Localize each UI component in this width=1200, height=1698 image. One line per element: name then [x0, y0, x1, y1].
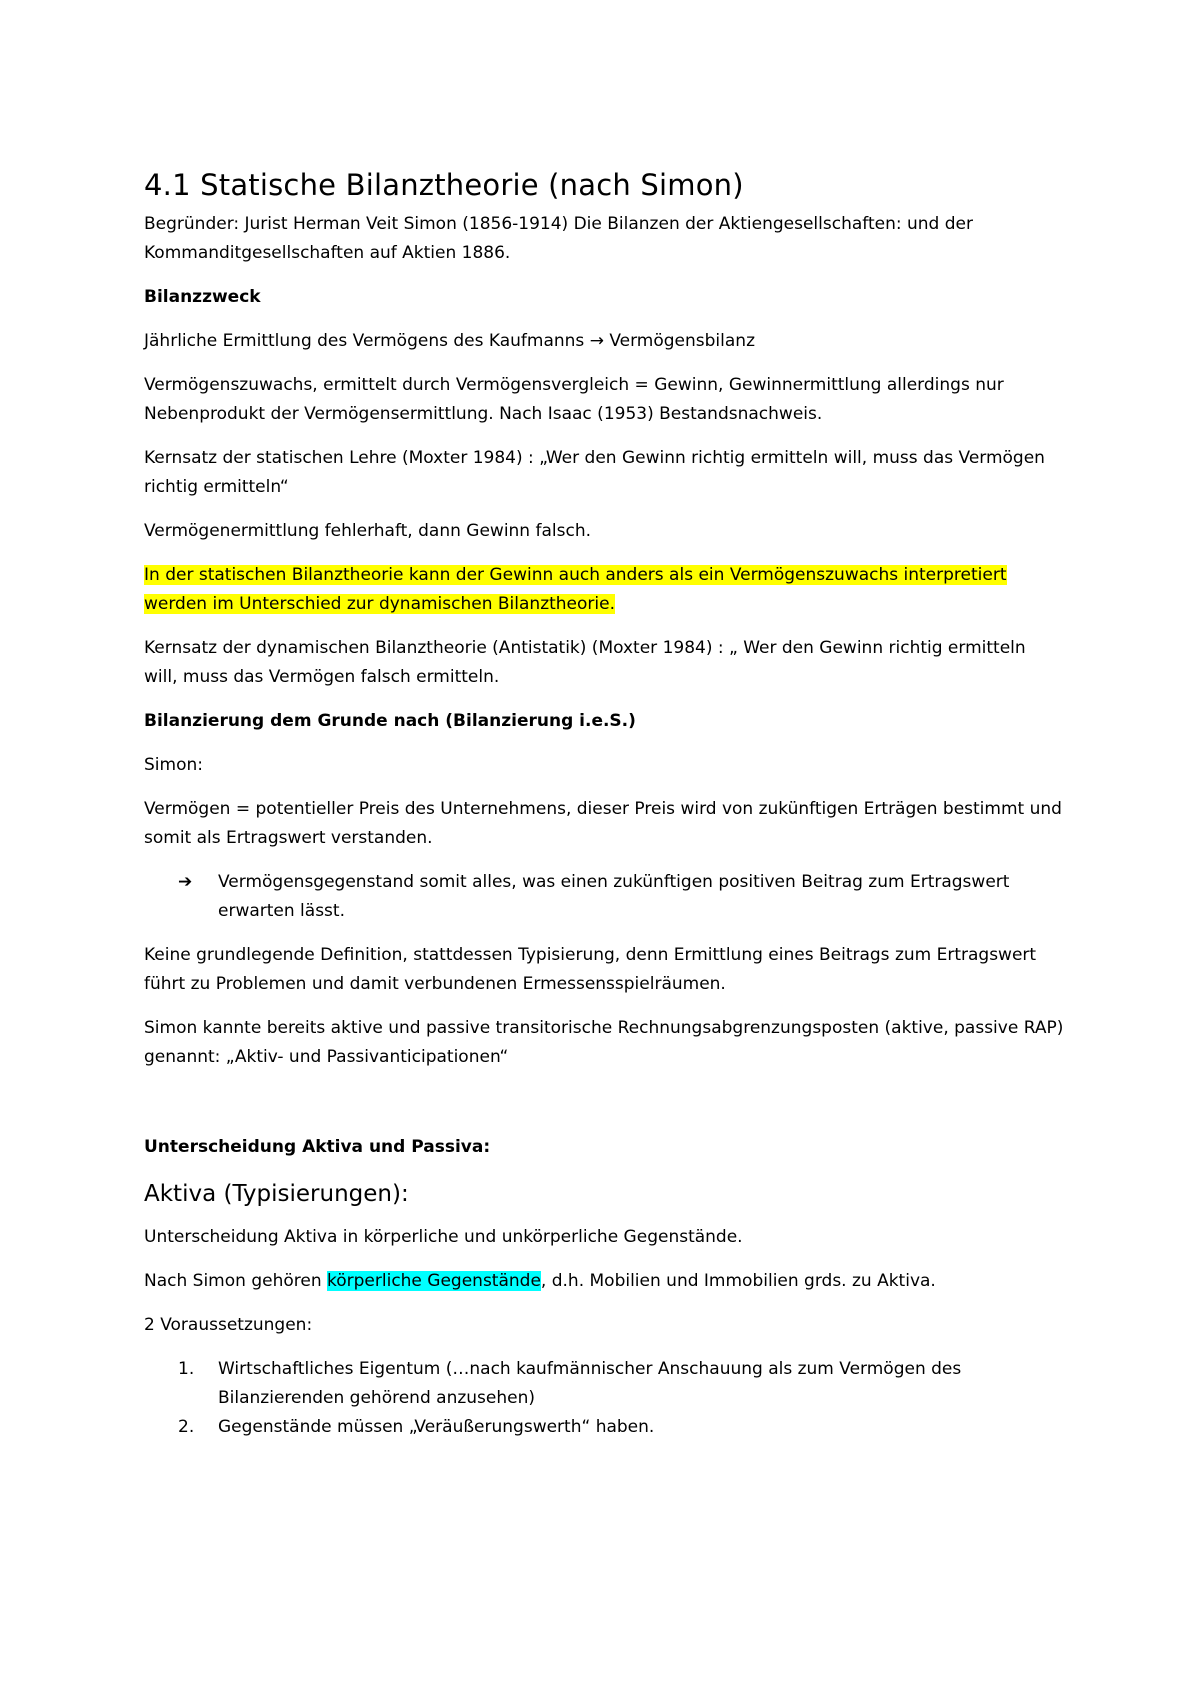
highlighted-paragraph [144, 561, 1064, 619]
arrow-list-item [144, 868, 1064, 926]
paragraph-keine-definition: Keine grundlegende Definition, stattdessen Typisierung, denn Ermittlung eines Beitrags zum Ertragswert führt zu Problemen und damit verbundenen Ermessensspielräumen. [144, 945, 1037, 994]
paragraph-unterscheidung-aktiva: Unterscheidung Aktiva in körperliche und unkörperliche Gegenstände. [144, 1227, 743, 1247]
founder-paragraph: Begründer: Jurist Herman Veit Simon (1856-1914) Die Bilanzen der Aktiengesellschaften: und der Kommanditgesellschaften auf Aktien 1886. [144, 214, 973, 263]
paragraph-fehlerhaft: Vermögenermittlung fehlerhaft, dann Gewinn falsch. [144, 521, 591, 541]
page-title: 4.1 Statische Bilanztheorie (nach Simon) [144, 168, 744, 202]
document-content [144, 166, 1064, 1442]
section-heading-grunde: Bilanzierung dem Grunde nach (Bilanzierung i.e.S.) [144, 711, 636, 731]
cyan-highlight-text: körperliche Gegenstände [327, 1271, 541, 1291]
right-arrow-icon: → [589, 331, 604, 351]
paragraph-kernsatz-dynamisch: Kernsatz der dynamischen Bilanztheorie (Antistatik) (Moxter 1984) : „ Wer den Gewinn richtig ermitteln will, muss das Vermögen falsch ermitteln. [144, 638, 1026, 687]
paragraph-vermoegenszuwachs: Vermögenszuwachs, ermittelt durch Vermögensvergleich = Gewinn, Gewinnermittlung allerdings nur Nebenprodukt der Vermögensermittlung. Nach Isaac (1953) Bestandsnachweis. [144, 375, 1004, 424]
list-item [144, 1355, 1064, 1413]
yellow-highlight-text: In der statischen Bilanztheorie kann der Gewinn auch anders als ein Vermögenszuwachs interpretiert werden im Unterschied zur dynamischen Bilanztheorie. [144, 565, 1007, 614]
paragraph-vermoegen: Vermögen = potentieller Preis des Unternehmens, dieser Preis wird von zukünftigen Erträgen bestimmt und somit als Ertragswert verstanden. [144, 799, 1062, 848]
paragraph-nach-simon-rest: , d.h. Mobilien und Immobilien grds. zu Aktiva. [540, 1271, 936, 1291]
paragraph-nach-simon-lead: Nach Simon gehören [144, 1271, 327, 1291]
arrow-bullet-icon: ➔ [178, 872, 193, 892]
list-item-text: Gegenstände müssen „Veräußerungswerth“ haben. [218, 1417, 655, 1437]
blank-line [144, 1087, 1064, 1133]
section-heading-unterscheidung: Unterscheidung Aktiva und Passiva: [144, 1137, 491, 1157]
list-item-text: Wirtschaftliches Eigentum (…nach kaufmännischer Anschauung als zum Vermögen des Bilanzierenden gehörend anzusehen) [218, 1359, 962, 1408]
paragraph-simon: Simon: [144, 755, 203, 775]
paragraph-nach-simon [144, 1267, 1064, 1296]
paragraph-ermittlung-text: Jährliche Ermittlung des Vermögens des Kaufmanns [144, 331, 590, 351]
heading-aktiva: Aktiva (Typisierungen): [144, 1181, 409, 1207]
paragraph-kernsatz-statisch: Kernsatz der statischen Lehre (Moxter 1984) : „Wer den Gewinn richtig ermitteln will, muss das Vermögen richtig ermitteln“ [144, 448, 1045, 497]
paragraph-ermittlung-result: Vermögensbilanz [603, 331, 755, 351]
paragraph-voraussetzungen: 2 Voraussetzungen: [144, 1315, 313, 1335]
paragraph-rap: Simon kannte bereits aktive und passive transitorische Rechnungsabgrenzungsposten (aktive, passive RAP) genannt: „Aktiv- und Passivanticipationen“ [144, 1018, 1064, 1067]
paragraph-ermittlung [144, 327, 1064, 356]
list-item-number: 1. [178, 1359, 195, 1379]
section-heading-bilanzzweck: Bilanzzweck [144, 287, 261, 307]
numbered-list [144, 1355, 1064, 1442]
arrow-list-item-text: Vermögensgegenstand somit alles, was einen zukünftigen positiven Beitrag zum Ertragswert erwarten lässt. [218, 872, 1010, 921]
list-item [144, 1413, 1064, 1442]
list-item-number: 2. [178, 1417, 195, 1437]
